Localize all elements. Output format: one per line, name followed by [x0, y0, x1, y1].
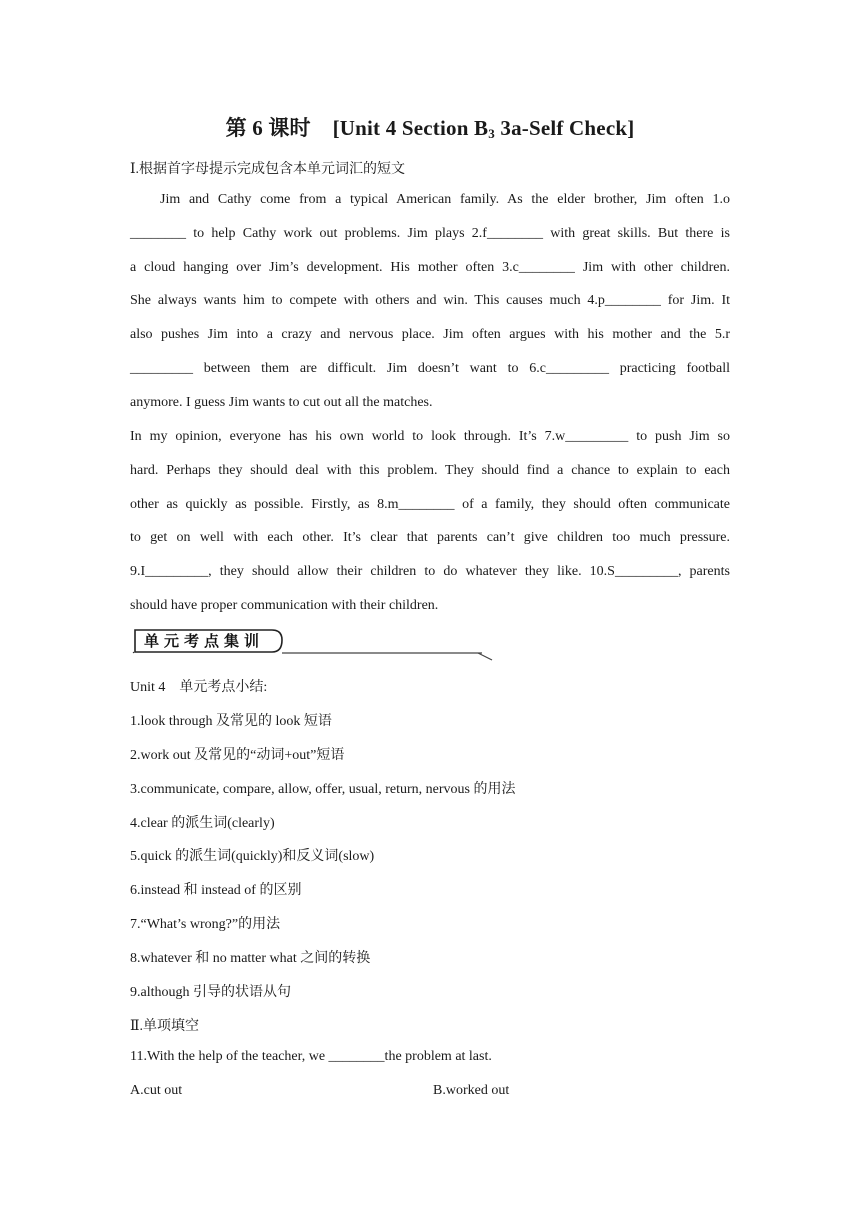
- summary-heading: Unit 4 单元考点小结:: [130, 680, 268, 695]
- option-a: A.cut out: [130, 1083, 183, 1098]
- summary-item-2: 2.work out 及常见的“动词+out”短语: [130, 748, 345, 763]
- passage-line-7: anymore. I guess Jim wants to cut out all the matches.: [130, 395, 433, 410]
- passage-line-8: In my opinion, everyone has his own world to look through. It’s 7.w_________ to push Jim so: [130, 429, 730, 444]
- section1-heading: Ⅰ.根据首字母提示完成包含本单元词汇的短文: [130, 162, 406, 177]
- summary-item-7: 7.“What’s wrong?”的用法: [130, 917, 281, 932]
- passage-line-13: should have proper communication with their children.: [130, 598, 439, 613]
- option-b: B.worked out: [433, 1083, 510, 1098]
- title-prefix: 第 6 课时: [225, 116, 311, 140]
- title-suffix: 3a-Self Check]: [494, 116, 635, 140]
- title-subscript: 3: [488, 126, 495, 141]
- passage-line-1: Jim and Cathy come from a typical American family. As the elder brother, Jim often 1.o: [160, 192, 730, 207]
- summary-item-3: 3.communicate, compare, allow, offer, usual, return, nervous 的用法: [130, 782, 516, 797]
- passage-line-4: She always wants him to compete with others and win. This causes much 4.p________ for Jim. It: [130, 293, 730, 308]
- passage-line-9: hard. Perhaps they should deal with this problem. They should find a chance to explain to each: [130, 463, 730, 478]
- passage-line-12: 9.I_________, they should allow their children to do whatever they like. 10.S_________, parents: [130, 564, 730, 579]
- summary-item-6: 6.instead 和 instead of 的区别: [130, 883, 302, 898]
- page-title: [0, 112, 860, 142]
- unit-review-banner: [132, 626, 494, 662]
- passage-line-2: ________ to help Cathy work out problems. Jim plays 2.f________ with great skills. But there is: [130, 226, 730, 241]
- summary-item-8: 8.whatever 和 no matter what 之间的转换: [130, 951, 371, 966]
- banner-label: 单元考点集训: [144, 632, 265, 650]
- question-11: 11.With the help of the teacher, we ________the problem at last.: [130, 1049, 492, 1064]
- summary-item-4: 4.clear 的派生词(clearly): [130, 816, 275, 831]
- title-main: [Unit 4 Section B: [332, 116, 489, 140]
- summary-item-5: 5.quick 的派生词(quickly)和反义词(slow): [130, 849, 375, 864]
- passage-line-5: also pushes Jim into a crazy and nervous place. Jim often argues with his mother and the 5.r: [130, 327, 730, 342]
- summary-item-9: 9.although 引导的状语从句: [130, 985, 291, 1000]
- section2-heading: Ⅱ.单项填空: [130, 1019, 200, 1034]
- passage-line-11: to get on well with each other. It’s clear that parents can’t give children too much pressure.: [130, 530, 730, 545]
- passage-line-6: _________ between them are difficult. Jim doesn’t want to 6.c_________ practicing football: [130, 361, 730, 376]
- passage-line-3: a cloud hanging over Jim’s development. His mother often 3.c________ Jim with other children.: [130, 260, 730, 275]
- summary-item-1: 1.look through 及常见的 look 短语: [130, 714, 332, 729]
- passage-line-10: other as quickly as possible. Firstly, as 8.m________ of a family, they should often communicate: [130, 497, 730, 512]
